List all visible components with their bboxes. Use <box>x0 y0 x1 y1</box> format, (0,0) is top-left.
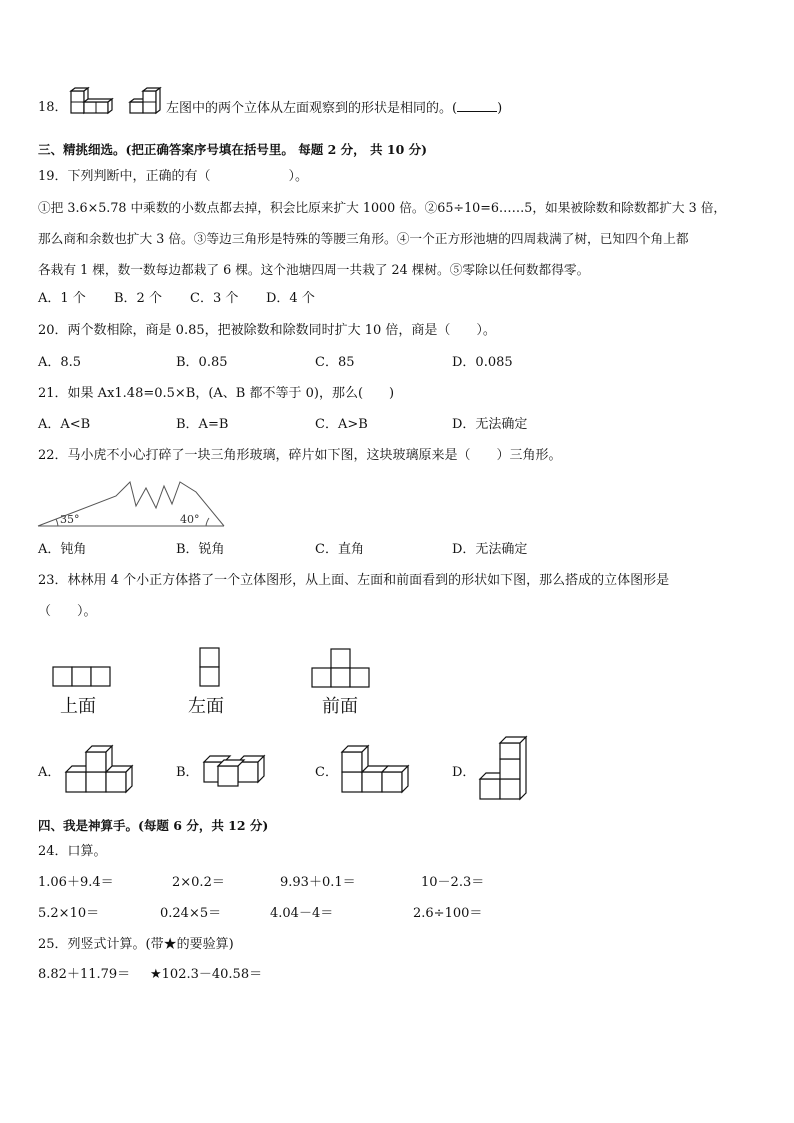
q24-item-7[interactable]: 4.04－4＝ <box>270 906 334 921</box>
q25-item-1[interactable]: 8.82＋11.79＝ <box>38 967 131 982</box>
view-top-figure <box>52 666 114 688</box>
q24-item-5[interactable]: 5.2×10＝ <box>38 906 100 921</box>
q21-option-b[interactable]: B．A=B <box>176 417 229 432</box>
q20-option-b[interactable]: B．0.85 <box>176 355 228 370</box>
q24-item-1[interactable]: 1.06＋9.4＝ <box>38 875 114 890</box>
q23-option-c-figure[interactable] <box>340 746 412 796</box>
q21-stem: 21．如果 Ax1.48=0.5×B，(A、B 都不等于 0)，那么( ) <box>38 386 395 401</box>
view-front-label: 前面 <box>322 696 358 717</box>
q19-option-b[interactable]: B．2 个 <box>114 291 162 306</box>
q23-option-b-label[interactable]: B． <box>176 765 199 780</box>
section-3-title: 三、精挑细选。(把正确答案序号填在括号里。 每题 2 分， 共 10 分) <box>38 142 428 157</box>
broken-triangle-figure <box>36 476 228 528</box>
q19-line-3: 各栽有 1 棵，数一数每边都栽了 6 棵。这个池塘四周一共栽了 24 棵树。⑤零除以任何数都得零。 <box>38 262 590 277</box>
q19-option-c[interactable]: C．3 个 <box>190 291 239 306</box>
q22-option-a[interactable]: A．钝角 <box>38 542 87 557</box>
section-4-title: 四、我是神算手。(每题 6 分，共 12 分) <box>38 818 269 833</box>
q23-stem-line-1: 23．林林用 4 个小正方体搭了一个立体图形，从上面、左面和前面看到的形状如下图，那么搭成的立体图形是 <box>38 573 670 588</box>
view-front-figure <box>311 648 375 690</box>
q20-option-c[interactable]: C．85 <box>315 355 355 370</box>
view-left-label: 左面 <box>188 696 224 717</box>
q18-text <box>166 99 502 118</box>
q22-option-d[interactable]: D．无法确定 <box>452 542 528 557</box>
q19-line-2: 那么商和余数也扩大 3 倍。③等边三角形是特殊的等腰三角形。④一个正方形池塘的四周栽满了树，已知四个角上都 <box>38 231 689 246</box>
q23-option-a-figure[interactable] <box>64 746 136 796</box>
q22-stem: 22．马小虎不小心打碎了一块三角形玻璃，碎片如下图，这块玻璃原来是（ ）三角形。 <box>38 448 562 463</box>
q18-solid-a <box>66 88 116 118</box>
q24-item-4[interactable]: 10－2.3＝ <box>421 875 485 890</box>
q21-option-a[interactable]: A．A<B <box>38 417 91 432</box>
q22-option-b[interactable]: B．锐角 <box>176 542 225 557</box>
q25-item-2[interactable]: ★102.3－40.58＝ <box>150 967 263 982</box>
view-left-figure <box>199 647 223 689</box>
q24-item-2[interactable]: 2×0.2＝ <box>172 875 225 890</box>
q18-solid-b <box>128 88 166 118</box>
q18-statement: 左图中的两个立体从左面观察到的形状是相同的。( <box>166 101 458 116</box>
q18-answer-blank[interactable] <box>457 99 497 112</box>
view-top-label: 上面 <box>60 696 96 717</box>
q18-number: 18． <box>38 100 68 115</box>
q19-line-1: ①把 3.6×5.78 中乘数的小数点都去掉，积会比原来扩大 1000 倍。②65÷10=6……5，如果被除数和除数都扩大 3 倍， <box>38 200 727 215</box>
q23-option-b-figure[interactable] <box>202 752 274 786</box>
q21-option-c[interactable]: C．A>B <box>315 417 368 432</box>
q19-option-a[interactable]: A．1 个 <box>38 291 86 306</box>
q23-option-a-label[interactable]: A． <box>38 765 61 780</box>
q23-option-d-figure[interactable] <box>478 737 530 803</box>
q24-item-6[interactable]: 0.24×5＝ <box>160 906 222 921</box>
q21-option-d[interactable]: D．无法确定 <box>452 417 528 432</box>
q20-option-d[interactable]: D．0.085 <box>452 355 513 370</box>
q19-stem: 19．下列判断中，正确的有（ ）。 <box>38 169 309 184</box>
q24-item-8[interactable]: 2.6÷100＝ <box>413 906 483 921</box>
q18-close-paren: ) <box>497 101 503 116</box>
q23-option-c-label[interactable]: C． <box>315 765 338 780</box>
angle-35-label: 35° <box>60 513 80 526</box>
q20-option-a[interactable]: A．8.5 <box>38 355 82 370</box>
q18-line <box>38 99 68 117</box>
q24-item-3[interactable]: 9.93＋0.1＝ <box>280 875 356 890</box>
q19-option-d[interactable]: D．4 个 <box>266 291 315 306</box>
q24-stem: 24．口算。 <box>38 844 107 859</box>
q23-option-d-label[interactable]: D． <box>452 765 476 780</box>
angle-40-label: 40° <box>180 513 200 526</box>
q23-stem-line-2: （ ）。 <box>38 604 97 619</box>
q22-option-c[interactable]: C．直角 <box>315 542 364 557</box>
q20-stem: 20．两个数相除，商是 0.85，把被除数和除数同时扩大 10 倍，商是（ ）。 <box>38 323 496 338</box>
q25-stem: 25．列竖式计算。(带★的要验算) <box>38 937 234 952</box>
